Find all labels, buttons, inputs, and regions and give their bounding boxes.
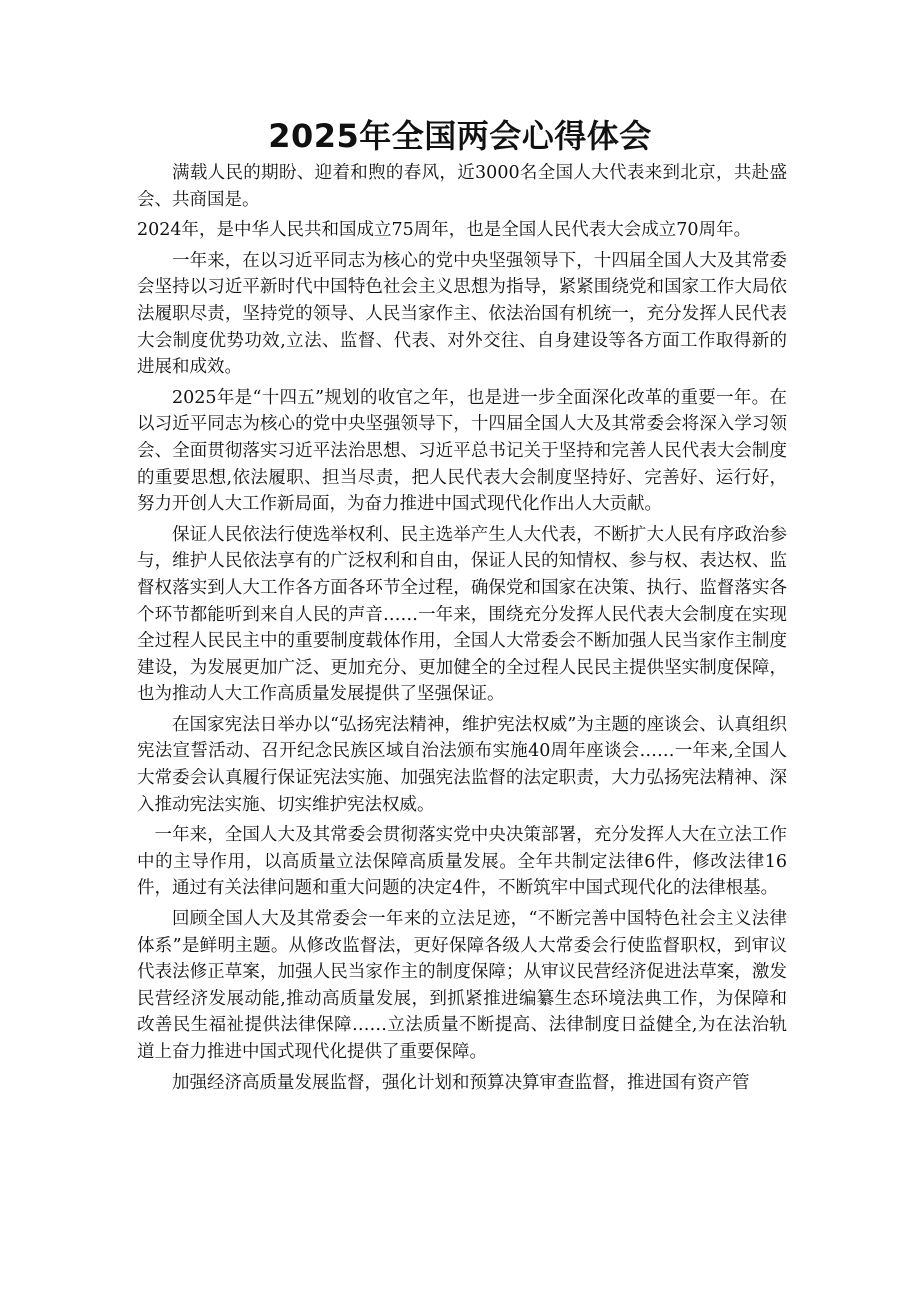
paragraph-4: 2025年是“十四五”规划的收官之年，也是进一步全面深化改革的重要一年。在以习近平同志为核心的党中央坚强领导下，十四届全国人大及其常委会将深入学习领会、全面贯彻落实习近平法治思想、习近平总书记关于坚持和完善人民代表大会制度的重要思想,依法履职、担当尽责，把人民代表大会制度坚持好、完善好、运行好，努力开创人大工作新局面，为奋力推进中国式现代化作出人大贡献。 xyxy=(137,387,787,515)
paragraph-7: 一年来，全国人大及其常委会贯彻落实党中央决策部署，充分发挥人大在立法工作中的主导作用，以高质量立法保障高质量发展。全年共制定法律6件，修改法律16件，通过有关法律问题和重大问题的决定4件，不断筑牢中国式现代化的法律根基。 xyxy=(137,825,787,899)
paragraph-9: 加强经济高质量发展监督，强化计划和预算决算审查监督，推进国有资产管 xyxy=(172,1072,750,1093)
paragraph-1: 满载人民的期盼、迎着和煦的春风，近3000名全国人大代表来到北京，共赴盛会、共商国是。 xyxy=(137,163,787,210)
paragraph-8: 回顾全国人大及其常委会一年来的立法足迹，“不断完善中国特色社会主义法律体系”是鲜明主题。从修改监督法，更好保障各级人大常委会行使监督职权，到审议代表法修正草案，加强人民当家作主的制度保障；从审议民营经济促进法草案，激发民营经济发展动能,推动高质量发展，到抓紧推进编纂生态环境法典工作，为保障和改善民生福祉提供法律保障……立法质量不断提高、法律制度日益健全,为在法治轨道上奋力推进中国式现代化提供了重要保障。 xyxy=(137,909,787,1062)
paragraph-3: 一年来，在以习近平同志为核心的党中央坚强领导下，十四届全国人大及其常委会坚持以习近平新时代中国特色社会主义思想为指导，紧紧围绕党和国家工作大局依法履职尽责，坚持党的领导、人民当家作主、依法治国有机统一，充分发挥人民代表大会制度优势功效,立法、监督、代表、对外交往、自身建设等各方面工作取得新的进展和成效。 xyxy=(137,250,787,378)
document-body xyxy=(137,160,787,1100)
paragraph-5: 保证人民依法行使选举权利、民主选举产生人大代表，不断扩大人民有序政治参与，维护人民依法享有的广泛权利和自由，保证人民的知情权、参与权、表达权、监督权落实到人大工作各方面各环节全过程，确保党和国家在决策、执行、监督落实各个环节都能听到来自人民的声音……一年来，围绕充分发挥人民代表大会制度在实现全过程人民民主中的重要制度载体作用，全国人大常委会不断加强人民当家作主制度建设，为发展更加广泛、更加充分、更加健全的全过程人民民主提供坚实制度保障，也为推动人大工作高质量发展提供了坚强保证。 xyxy=(137,524,787,705)
paragraph-6: 在国家宪法日举办以“弘扬宪法精神，维护宪法权威”为主题的座谈会、认真组织宪法宣誓活动、召开纪念民族区域自治法颁布实施40周年座谈会……一年来,全国人大常委会认真履行保证宪法实施、加强宪法监督的法定职责，大力弘扬宪法精神、深入推动宪法实施、切实维护宪法权威。 xyxy=(137,714,787,815)
document-title: 2025年全国两会心得体会 xyxy=(268,117,652,155)
paragraph-2: 2024年，是中华人民共和国成立75周年，也是全国人民代表大会成立70周年。 xyxy=(137,220,752,241)
